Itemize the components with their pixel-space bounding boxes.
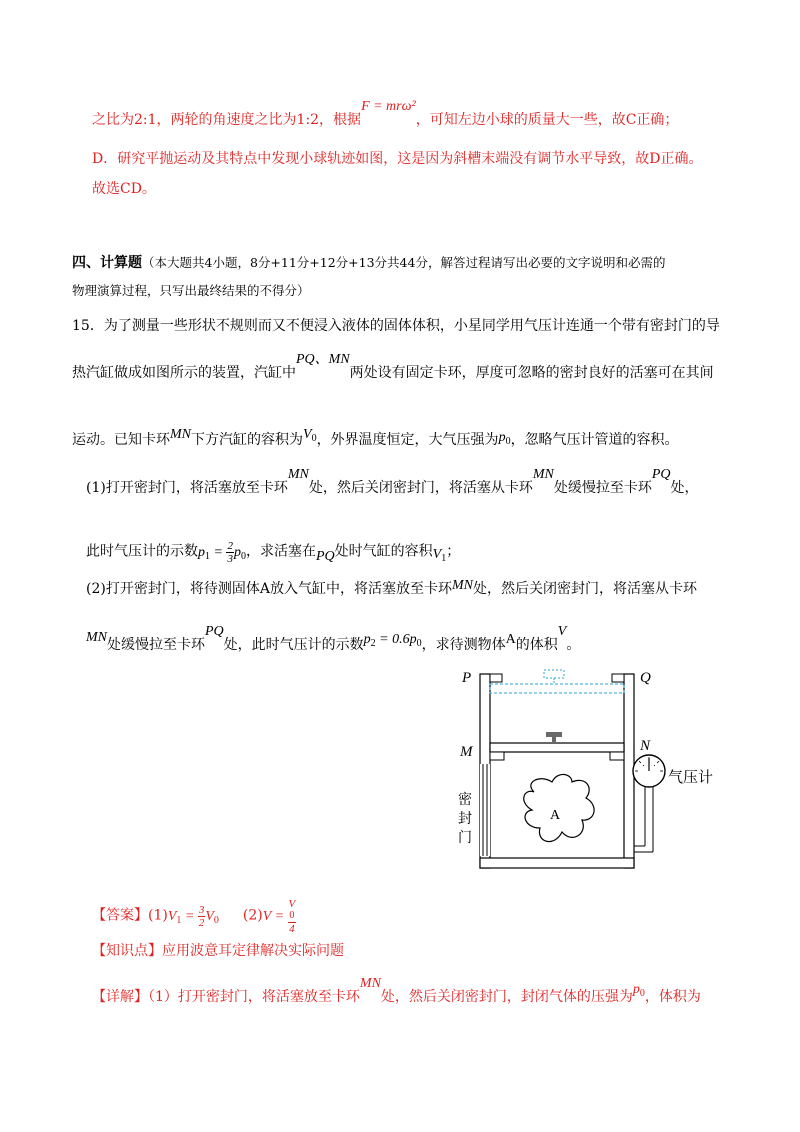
var-a: A	[505, 632, 516, 647]
q2-text-f: 的体积	[515, 637, 558, 653]
knowledge-text: 应用波意耳定律解决实际问题	[162, 943, 344, 959]
door-gap	[480, 764, 490, 856]
eq-p2: $p_2 = 0.6p_0$	[363, 632, 422, 649]
problem-line-3	[72, 427, 679, 454]
dashed-handle	[544, 670, 564, 678]
clip-q	[612, 674, 624, 682]
piston-handle	[546, 732, 562, 737]
detail-line	[92, 976, 701, 1011]
var-v0: $V_0$	[303, 427, 317, 444]
var-mn: MN	[287, 467, 309, 482]
section-title: 四、计算题	[72, 255, 142, 271]
prev-answer-line-1	[92, 99, 679, 130]
var-pq-mn: PQ、MN	[296, 352, 350, 367]
formula-f-mrw2: F = mrω²	[361, 99, 416, 114]
q1-text-d: 处，	[670, 480, 699, 496]
problem-text-1: 为了测量一些形状不规则而又不便浸入液体的固体体积，小星同学用气压计连通一个带有密封门的导	[103, 318, 720, 334]
clip-n	[610, 752, 624, 760]
q2-text-a: (2)打开密封门，将待测固体A放入气缸中，将活塞放至卡环	[86, 581, 452, 597]
problem-text-3c: ，外界温度恒定，大气压强为	[316, 432, 499, 448]
q1-text-h: ；	[446, 543, 461, 560]
cylinder-diagram	[454, 662, 744, 880]
label-q: Q	[640, 670, 651, 686]
var-mn: MN	[451, 578, 473, 593]
q1-text-f: ，求活塞在	[245, 543, 316, 560]
frac-v0-4: V 0 4	[288, 898, 296, 935]
eq-p1: $p_1$ = $\frac{2}{3}$ $p_0$	[198, 540, 246, 565]
q1-text-g: 处时气缸的容积	[334, 543, 433, 560]
q1-text-e: 此时气压计的示数	[86, 543, 198, 560]
q1-text-a: (1)打开密封门，将活塞放至卡环	[86, 480, 288, 496]
problem-text-2a: 热汽缸做成如图所示的装置，汽缸中	[72, 365, 296, 381]
answer-part-2: (2)	[242, 907, 263, 924]
answer-part-1: (1)	[148, 907, 168, 924]
label-door-2: 封	[458, 811, 472, 827]
var-mn: MN	[86, 630, 107, 645]
bottom-wall	[480, 858, 634, 868]
problem-text-3a: 运动。已知卡环	[72, 432, 170, 448]
prev-answer-line-3: 故选CD。	[92, 181, 156, 197]
problem-line-2	[72, 352, 714, 383]
clip-m	[490, 752, 504, 760]
prev-line1-post: ，可知左边小球的质量大一些，故C正确；	[415, 112, 679, 128]
var-p0: $p_0$	[632, 982, 645, 999]
problem-line-1	[72, 317, 720, 335]
var-pq: PQ	[651, 467, 671, 482]
question-2-line-1	[86, 580, 697, 599]
question-2-line-2	[86, 624, 581, 659]
var-mn: MN	[170, 427, 191, 442]
frac-2-3: $\frac{2}{3}$	[227, 540, 233, 565]
detail-text-b: 处，然后关闭密封门，封闭气体的压强为	[380, 989, 633, 1005]
detail-tag: 【详解】	[92, 989, 148, 1005]
problem-number: 15．	[72, 318, 104, 334]
label-door-3: 门	[458, 830, 472, 846]
var-mn: MN	[532, 467, 554, 482]
section-note-1: （本大题共4小题，8分+11分+12分+13分共44分，解答过程请写出必要的文字说明和必需的	[142, 255, 666, 270]
var-v: V	[557, 624, 567, 639]
var-pq: PQ	[205, 624, 224, 639]
knowledge-line	[92, 942, 344, 960]
piston	[490, 743, 624, 752]
label-gauge: 气压计	[668, 768, 714, 786]
problem-text-2b: 两处设有固定卡环，厚度可忽略的密封良好的活塞可在其间	[349, 365, 714, 381]
q2-text-e: ，求待测物体	[421, 637, 506, 653]
clip-p	[490, 674, 502, 682]
detail-text-c: ，体积为	[644, 989, 701, 1005]
q2-text-c: 处缓慢拉至卡环	[107, 637, 205, 653]
q2-text-g: 。	[566, 637, 581, 653]
answer-tag: 【答案】	[92, 907, 148, 924]
problem-text-3b: 下方汽缸的容积为	[191, 432, 303, 448]
label-n: N	[640, 738, 651, 754]
section-heading	[72, 254, 665, 272]
q1-text-b: 处，然后关闭密封门，将活塞从卡环	[308, 480, 533, 496]
question-1-line-1	[86, 467, 699, 498]
q1-text-c: 处缓慢拉至卡环	[553, 480, 652, 496]
answer-eq-1: $V_1$ = $\frac{3}{2}$ $V_0$	[167, 904, 219, 929]
var-p0: $p_0$	[498, 430, 511, 447]
knowledge-tag: 【知识点】	[92, 943, 162, 959]
label-a: A	[549, 808, 561, 823]
answer-line	[92, 898, 296, 935]
q2-text-b: 处，然后关闭密封门，将活塞从卡环	[472, 581, 697, 597]
label-m: M	[460, 744, 473, 760]
var-mn: MN	[359, 976, 381, 991]
detail-text-a: （1）打开密封门，将活塞放至卡环	[148, 989, 360, 1005]
var-pq: PQ	[315, 548, 335, 564]
dashed-piston	[490, 684, 624, 693]
answer-eq-2: V = V 0 4	[262, 898, 296, 935]
problem-text-3d: ，忽略气压计管道的容积。	[510, 432, 679, 448]
section-note-2: 物理演算过程，只写出最终结果的不得分）	[72, 283, 310, 298]
prev-answer-line-2: D．研究平抛运动及其特点中发现小球轨迹如图，这是因为斜槽末端没有调节水平导致，故D正确。	[92, 151, 703, 167]
question-1-line-2	[86, 540, 460, 566]
label-door-1: 密	[458, 792, 472, 808]
var-v1: $V_1$	[432, 546, 447, 564]
prev-line1-pre: 之比为2:1，两轮的角速度之比为1:2，根据	[92, 112, 362, 128]
piston-stem	[552, 737, 556, 743]
frac-3-2: $\frac{3}{2}$	[198, 904, 205, 929]
label-p: P	[462, 670, 472, 686]
q2-text-d: 处，此时气压计的示数	[223, 637, 364, 653]
